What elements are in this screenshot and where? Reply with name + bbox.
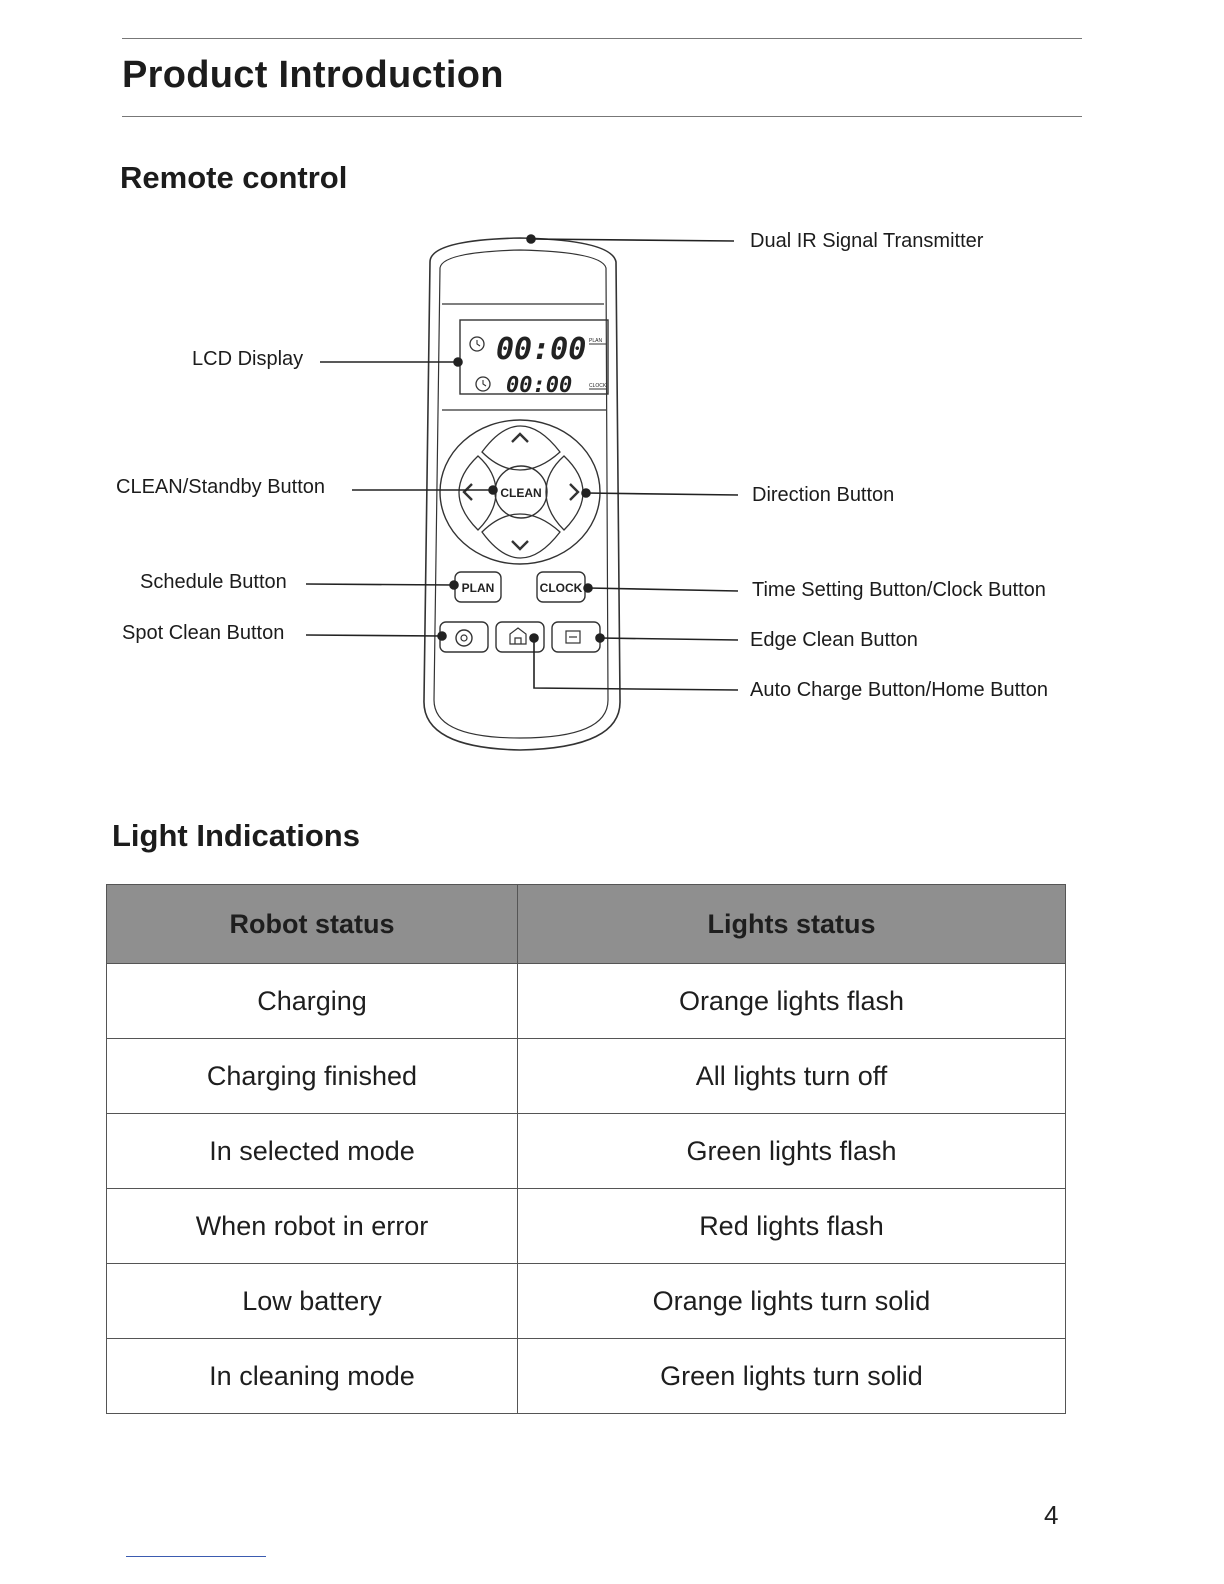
lights-status-cell: All lights turn off bbox=[518, 1039, 1066, 1114]
dual-ir-label: Dual IR Signal Transmitter bbox=[750, 230, 984, 252]
header-robot-status: Robot status bbox=[107, 885, 518, 964]
robot-status-cell: Low battery bbox=[107, 1264, 518, 1339]
lcd-plan-tag: PLAN bbox=[589, 338, 603, 344]
light-indications-heading: Light Indications bbox=[112, 818, 360, 853]
table-header-row bbox=[107, 885, 1066, 964]
schedule-leader bbox=[306, 584, 454, 585]
lcd-clock-tag: CLOCK bbox=[589, 383, 607, 389]
direction-leader bbox=[586, 493, 738, 495]
robot-status-cell: Charging finished bbox=[107, 1039, 518, 1114]
clean-standby-label: CLEAN/Standby Button bbox=[116, 476, 326, 498]
table-row bbox=[107, 1339, 1066, 1414]
spot-button-shape bbox=[440, 622, 488, 652]
lights-status-cell: Red lights flash bbox=[518, 1189, 1066, 1264]
spot-icon bbox=[456, 630, 472, 646]
time-setting-leader bbox=[588, 588, 738, 591]
table-row bbox=[107, 1264, 1066, 1339]
edge-leader bbox=[600, 638, 738, 640]
clean-button-label: CLEAN bbox=[500, 486, 542, 500]
up-arrow bbox=[512, 434, 528, 442]
table-row bbox=[107, 1039, 1066, 1114]
lcd-display-label: LCD Display bbox=[192, 348, 304, 370]
clock-button-label: CLOCK bbox=[539, 581, 583, 595]
remote-control-heading: Remote control bbox=[120, 160, 348, 195]
auto-charge-label: Auto Charge Button/Home Button bbox=[750, 679, 1048, 701]
direction-label: Direction Button bbox=[752, 484, 895, 506]
lights-status-cell: Green lights flash bbox=[518, 1114, 1066, 1189]
light-indications-table bbox=[106, 884, 1066, 1414]
right-arrow bbox=[570, 484, 578, 500]
schedule-label: Schedule Button bbox=[140, 571, 287, 593]
robot-status-cell: When robot in error bbox=[107, 1189, 518, 1264]
table-row bbox=[107, 964, 1066, 1039]
lights-status-cell: Orange lights flash bbox=[518, 964, 1066, 1039]
robot-status-cell: Charging bbox=[107, 964, 518, 1039]
page-title: Product Introduction bbox=[122, 54, 504, 96]
down-arrow bbox=[512, 541, 528, 549]
dpad-up bbox=[482, 426, 560, 470]
table-row bbox=[107, 1189, 1066, 1264]
robot-status-cell: In cleaning mode bbox=[107, 1339, 518, 1414]
time-setting-label: Time Setting Button/Clock Button bbox=[752, 579, 1046, 601]
spot-leader bbox=[306, 635, 442, 636]
dpad-down bbox=[482, 514, 560, 558]
home-icon bbox=[510, 628, 526, 644]
table-row bbox=[107, 1114, 1066, 1189]
lcd-time-top: 00:00 bbox=[496, 332, 587, 367]
page-number: 4 bbox=[1044, 1500, 1059, 1530]
plan-button-label: PLAN bbox=[461, 581, 495, 595]
robot-status-cell: In selected mode bbox=[107, 1114, 518, 1189]
spot-clean-label: Spot Clean Button bbox=[122, 622, 285, 644]
left-arrow bbox=[464, 484, 472, 500]
lcd-time-bottom: 00:00 bbox=[506, 373, 573, 398]
footer-rule bbox=[126, 1556, 266, 1557]
lights-status-cell: Orange lights turn solid bbox=[518, 1264, 1066, 1339]
header-lights-status: Lights status bbox=[518, 885, 1066, 964]
lights-status-cell: Green lights turn solid bbox=[518, 1339, 1066, 1414]
auto-charge-leader bbox=[534, 638, 738, 690]
edge-clean-label: Edge Clean Button bbox=[750, 629, 918, 651]
